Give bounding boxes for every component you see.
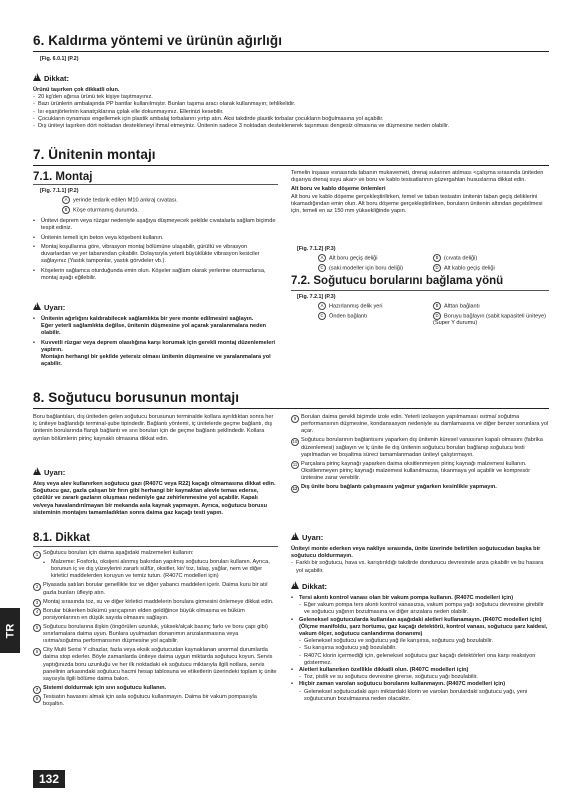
item-text: Soğutucu borularının bağlantısını yaparken dış ünitenin küresel vanasının kapalı olmasını (fabrika düzenlemesi) sağlayın ve iç ünite ile dış ünitenin soğutucu boruları bağlanıp soğutucu testi yapılmadan ve boşaltma süreci tamamlanmadan üniteyi çalıştırmayın. bbox=[301, 437, 543, 458]
legend-text: Boruyu bağlayın (sabit kapasiteli üniteye) (Super Y durumu) bbox=[433, 313, 546, 327]
legend-text: (cıvata deliği) bbox=[444, 255, 478, 262]
warning-title: Uyarı: bbox=[44, 468, 66, 477]
figure-ref: [Fig. 7.1.2] (P.3) bbox=[297, 246, 336, 252]
subsection-8-1-title: 8.1. Dikkat bbox=[33, 532, 90, 544]
numbered-list bbox=[291, 414, 549, 491]
warning-item-text: • Ünitenin ağırlığını kaldırabilecek sağlamlıkta bir yere monte edilmesini sağlayın. bbox=[41, 316, 254, 322]
language-tab-label: TR bbox=[3, 623, 16, 638]
numbered-item bbox=[33, 694, 278, 708]
figure-ref: [Fig. 7.2.1] (P.3) bbox=[297, 294, 336, 300]
caution-sub-item: - Geleneksel soğutucudaki aşırı miktardaki klorin ve varolan borulardaki soğutucu yağı, yeni soğutucunun bozulmasına neden olacaktır. bbox=[299, 688, 528, 702]
legend-marker: B bbox=[62, 206, 70, 214]
subsection-7-1-title: 7.1. Montaj bbox=[33, 171, 93, 183]
item-text: Boruları daima gerekli biçimde izole edin. Yeterli izolasyon yapılmaması ısıtma/ soğutma performansının düşmesine, kondansasyon nedeniyle su damlamasına ve diğer benzer sorunlara yol açar. bbox=[301, 414, 549, 435]
section-8-title: 8. Soğutucu borusunun montajı bbox=[33, 390, 240, 405]
dash-mark: - bbox=[299, 638, 301, 645]
item-text: Sistemi doldurmak için sıvı soğutucu kullanın. bbox=[43, 685, 167, 692]
dash-mark: - bbox=[299, 674, 301, 681]
item-text: Tesisatın havasını almak için asla soğutucu kullanmayın. Daima bir vakum pompasıyla boşaltın. bbox=[43, 694, 257, 708]
legend-text: (saki modeller için boru deliği) bbox=[329, 265, 403, 272]
item-number: 3 bbox=[33, 599, 41, 607]
legend-item bbox=[433, 312, 548, 328]
dash-mark: - bbox=[299, 652, 301, 659]
dash-mark: - bbox=[299, 645, 301, 652]
caution-sub-item: - Geleneksel soğutucu ve soğutucu yağ ile karışırsa, soğutucu yağ bozulabilir. bbox=[299, 638, 494, 645]
caution-title: Dikkat: bbox=[302, 582, 328, 591]
item-number: 6 bbox=[33, 648, 41, 656]
numbered-item bbox=[33, 685, 278, 692]
caution-list bbox=[33, 94, 543, 130]
item-text: City Multi Serisi Y cihazlar, fazla veya eksik soğutucudan kaynaklanan anormal durumlarda daima stop ederler. Böyle zamanlarda üniteye daima uygun miktarda soğutucu koyun. Servis yaptığınızda boru uzunluğu ve her ilk noktadaki ek soğutucu miktarıyla ilgili notlara, servis panelinin arkasındaki soğutucu hacmi hesap tablosuna ve etiketlerin üzerindeki toplam iç ünite sayısıyla ilgili bölüme daima bakın. bbox=[43, 647, 277, 683]
page-number: 132 bbox=[33, 770, 65, 788]
legend-text: Alttan bağlantı bbox=[444, 303, 480, 310]
warning-text: Üniteyi monte ederken veya nakliye sırasında, ünite üzerinde belirtilen soğutucudan başka bir soğutucu doldurmayın. bbox=[291, 546, 541, 560]
legend-item bbox=[318, 254, 433, 263]
warning-triangle-icon bbox=[33, 467, 41, 475]
subsection-divider bbox=[33, 546, 278, 547]
warning-triangle-icon bbox=[33, 73, 41, 81]
numbered-item bbox=[33, 550, 278, 557]
figure-ref: [Fig. 7.1.1] (P.2) bbox=[40, 188, 79, 194]
numbered-item bbox=[33, 559, 278, 581]
item-text: Malzeme: Fosforlu, oksijeni alınmış bakırdan yapılmış soğutucu boruları kullanın. Ayrıca, borunun iç ve dış yüzeylerini zararlı sülfür, oksitler, kir/ toz, talaş, yağlar, nem ve diğer kirletici maddelerden koruyun ve temiz tutun. (R407C modelleri için) bbox=[51, 559, 270, 580]
subsection-divider bbox=[291, 290, 549, 291]
caution-list bbox=[291, 595, 549, 703]
warning-item bbox=[33, 316, 278, 338]
item-number: 9 bbox=[291, 415, 299, 423]
bullet-dot: • bbox=[291, 681, 293, 688]
subsection-7-2-title: 7.2. Soğutucu borularını bağlama yönü bbox=[291, 275, 504, 287]
section-divider bbox=[33, 408, 549, 409]
caution-sub-item: - Toz, pislik ve su soğutucu devresine girerse, soğutucu yağı bozulabilir. bbox=[299, 674, 478, 681]
warning-triangle-icon bbox=[291, 532, 299, 540]
warning-item-cont: Montajın herhangi bir şekilde yetersiz olması ünitenin düşmesine ve yaralanmalara yol açabilir. bbox=[41, 354, 271, 368]
item-text: Montaj sırasında toz, su ve diğer kirletici maddelerin borulara girmesini önlemeye dikkat edin. bbox=[43, 598, 274, 605]
pipe-cable-paragraph: Alt boru ve kablo döşeme gerçekleştirilirken, temel ve taban tesisatın ünitenin taban geçiş deliklerini tıkamadığından emin olun. Alt boru döşeme gerçekleştirilirken, boruların ünitenin altından geçebilmesi için, temeli en az 150 mm yüksekliğinde yapın. bbox=[291, 193, 543, 215]
figure-ref: [Fig. 6.0.1] (P.2) bbox=[40, 56, 79, 62]
caution-item: - 20 kg'den ağırsa ürünü tek kişiye taşıtmayınız. bbox=[33, 94, 543, 101]
warning-list bbox=[33, 316, 278, 369]
caution-points-cont bbox=[291, 414, 549, 493]
section-6-title: 6. Kaldırma yöntemi ve ürünün ağırlığı bbox=[33, 33, 283, 48]
numbered-list bbox=[33, 550, 278, 708]
item-text: Dış ünite boru bağlantı çalışmasını yağmur yağarken kesinlikle yapmayın. bbox=[301, 484, 497, 491]
legend-text: Hazırlanmış delik yeri bbox=[329, 303, 383, 310]
legend-marker: D bbox=[433, 264, 441, 272]
subsection-divider bbox=[33, 184, 278, 185]
warning-title: Uyarı: bbox=[302, 533, 324, 542]
caution-sub-item: - R407C klorin içermediği için, geleneksel soğutucu gaz kaçağı detektörleri ona karşı reaksiyon göstermez. bbox=[299, 652, 536, 666]
caution-item-head: • Hiçbir zaman varolan soğutucu borularını kullanmayın. (R407C modelleri için) bbox=[291, 681, 506, 688]
caution-item: - Bazı ürünlerin ambalajında PP bantlar kullanılmıştır. Bunları taşıma aracı olarak kullanmayın; tehlikelidir. bbox=[33, 101, 543, 108]
figure-legend bbox=[318, 302, 548, 328]
legend-marker: C bbox=[318, 264, 326, 272]
warning-triangle-icon bbox=[291, 581, 299, 589]
numbered-item bbox=[291, 437, 549, 459]
section-divider bbox=[33, 165, 549, 166]
legend-marker: A bbox=[318, 302, 326, 310]
numbered-item bbox=[33, 582, 278, 596]
bullet-list bbox=[33, 218, 278, 282]
foundation-notes bbox=[291, 170, 549, 215]
warning-text: Ateş veya alev kullanırken soğutucu gazı (R407C veya R22) kaçağı olmamasına dikkat edin. Soğutucu gaz, gazla çalışan bir fırın gibi herhangi bir kaynaktan alevle temas ederse, çözülür ve zararlı gazların oluşması nedeniyle gaz zehirlenmesine yol açabilir. Kapalı ve/veya havalandırılmayan bir mekanda asla kaynak yapmayın. Ayrıca, soğutucu borusu sisteminin montajını tamamladıktan sonra daima gaz kaçağı testi yapın. bbox=[33, 481, 276, 516]
legend-item bbox=[433, 264, 548, 273]
item-number: 11 bbox=[292, 462, 298, 468]
warning-title: Uyarı: bbox=[44, 303, 66, 312]
bullet-dot: • bbox=[291, 667, 293, 674]
item-text: Soğutucu borularına ilişkin (öngörülen uzunluk, yüksek/alçak basınç farkı ve boru çapı gibi) sınırlamalara daima uyun. Bunlara uyulmadan donanımın arızalanmasına veya ısıtma/soğutma performansının düşmesine yol açabilir. bbox=[43, 623, 268, 645]
legend-text: Köşe oturmamış durumda. bbox=[73, 207, 139, 214]
item-text: Borular bükerken bükümü yarıçapının elden geldiğince büyük olmasına ve büküm porsiyonlarının en düşük sayıda olmasını sağlayın. bbox=[43, 607, 245, 621]
legend-text: yerinde tedarik edilen M10 ankraj cıvatası. bbox=[73, 197, 178, 204]
warning-box-7 bbox=[33, 297, 278, 371]
item-number: 4 bbox=[33, 608, 41, 616]
bullet-dot: • bbox=[291, 595, 293, 601]
warning-box-8b bbox=[291, 527, 549, 575]
bullet-item: • Ünitevi deprem veya rüzgar nedeniyle aşağıya düşmeyecek şekilde cıvatalarla sağlam biçimde tespit ediniz. bbox=[33, 218, 278, 232]
caution-sub-item: - Eğer vakum pompa ters akıntı kontrol vanasızsa, vakum pompa yağı soğutucu devresine girebilir ve soğutucu yağının bozulmasına ve diğer arızalara neden olabilir. bbox=[299, 602, 544, 616]
bullet-dot: • bbox=[291, 616, 293, 623]
warning-triangle-icon bbox=[33, 302, 41, 310]
item-number: 10 bbox=[292, 438, 298, 444]
numbered-item bbox=[33, 624, 278, 646]
legend-text: Alt kablo geçiş deliği bbox=[444, 265, 495, 272]
item-number: 8 bbox=[33, 695, 41, 703]
legend-item bbox=[433, 302, 548, 311]
caution-item-head: (Ölçme manifoldu, şarz hortumu, gaz kaçağı detektörü, kontrol vanası, soğutucu şarz kaidesi, vakum ölçer, soğutucu canlandırma donanımı) bbox=[299, 623, 548, 638]
item-number: 2 bbox=[33, 583, 41, 591]
item-text: Parçalara pirinç kaynağı yaparken daima oksitlenmeyen pirinç kaynağı malzemesi kullanın. Oksitlenmeyen pirinç kaynağı malzemesi kullanılmazsa, tıkanmaya yol açabilir ve kompresör ünitesine zarar verebilir. bbox=[301, 460, 531, 482]
legend-item bbox=[318, 264, 433, 273]
warning-list bbox=[291, 560, 549, 574]
caution-item-head: • Geleneksel soğutucularda kullanılan aşağıdaki aletleri kullanamayın. (R407C modelleri için) bbox=[291, 616, 542, 623]
caution-item-head: • Tersi akıntı kontrol vanası olan bir vakum pompa kullanın. (R407C modelleri için) bbox=[291, 595, 514, 601]
numbered-item bbox=[33, 599, 278, 606]
numbered-item bbox=[33, 647, 278, 683]
dash-mark: - bbox=[299, 688, 301, 695]
warning-item: - Farklı bir soğutucu, hava vs. karıştırıldığı takdirde dondurucu devresinde anza çıkabilir ve bu hasara yol açabilir. bbox=[291, 560, 549, 574]
legend-item bbox=[433, 254, 548, 263]
numbered-item bbox=[291, 461, 549, 483]
foundation-paragraph: Temelin inşaası esnasında tabanın mukavemeti, drenaj sularının atılması <çalışma sırasında üniteden dışarıya drenaj suyu akar> ve boru ve kablo tesisatlarının güzergahları hususlarına dikkat edin. bbox=[291, 170, 544, 184]
section-7-title: 7. Ünitenin montajı bbox=[33, 147, 156, 162]
caution-item: - Çocukların oynaması engellemek için plastik ambalaj torbalarını yırtıp atın. Aksi takdirde plastik torbalar çocukların boğulmasına yol açabilir. bbox=[33, 116, 543, 123]
warning-item bbox=[33, 340, 278, 369]
section-divider bbox=[33, 51, 549, 52]
numbered-item bbox=[291, 414, 549, 436]
bullet-item: • Köşelerin sağlamca oturduğunda emin olun. Köşeler sağlam olarak yerlerine oturmazlarsa, montaj ayağı eğilebilir. bbox=[33, 268, 278, 282]
piping-intro: Boru bağlantıları, dış üniteden gelen soğutucu borusunun terminalde kollara ayrıldıktan sonra her iç üniteye bağlandığı terminal-şube tipindedir. Bağlantı yöntemi, iç ünitelerde geçme bağlantı, dış ünitenin borularında flanşlı bağlantı ve sıvı boruları için de geçme bağlantı şeklindedir. Kollara ayrılan bölümlerin pirinç kaynaklı olmasına dikkat edin. bbox=[33, 414, 274, 442]
pipe-cable-heading: Alt boru ve kablo döşeme önlemleri bbox=[291, 186, 386, 193]
legend-item bbox=[62, 206, 277, 215]
numbered-item bbox=[291, 484, 549, 491]
caution-title: Dikkat: bbox=[44, 74, 70, 83]
numbered-item bbox=[33, 608, 278, 622]
bullet-dot: • bbox=[43, 559, 45, 566]
item-number: 1 bbox=[33, 551, 41, 559]
warning-item-cont: Eğer yeterli sağlamlıkta değilse, ünitenin düşmesine yol açarak yaralanmalara neden olabilir. bbox=[41, 323, 267, 337]
warning-item-text: • Kuvvetli rüzgar veya deprem olasılığına karşı korumak için gerekli montaj düzenlemeleri yaptırın. bbox=[41, 339, 276, 353]
bullet-item: • Montaj koşullarına göre, vibrasyon montaj bölümüne ulaşabilir, gürültü ve vibrasyon duvarlardan ve yer tabanından çıkabilir. Dolayısıyla yeterli büyüklükte vibrasyon kesiciler sağlayınız (Yastık tamponlar, yastık görvdeler vb.). bbox=[33, 244, 278, 266]
item-number: 7 bbox=[33, 686, 41, 694]
dash-mark: - bbox=[299, 602, 301, 609]
legend-marker: A bbox=[62, 196, 70, 204]
figure-legend bbox=[318, 254, 548, 272]
caution-item: - Isı eşanjörlerinin kanatçıklarına çplak elle dokunmayınız. Ellerinizi kesebilir. bbox=[33, 109, 543, 116]
legend-text: Önden bağlantı bbox=[329, 313, 368, 320]
caution-lead: Ürünü taşırken çok dikkatli olun. bbox=[33, 87, 120, 93]
figure-legend bbox=[62, 196, 277, 214]
legend-marker: A bbox=[318, 254, 326, 262]
caution-item: - Dış üniteyi taşırken dört noktadan destekleneyi ihmal etmeyiniz. Ünitenin sadece 3 noktadan desteklenerek taşınması dengesiz olmasına ve düşmesine neden olabilir. bbox=[33, 123, 543, 130]
legend-marker: B bbox=[433, 302, 441, 310]
item-number: 5 bbox=[33, 624, 41, 632]
legend-item bbox=[318, 312, 433, 328]
caution-sub-item: - Su karışırsa soğutucu yağ bozulabilir. bbox=[299, 645, 397, 652]
caution-box-6 bbox=[33, 68, 543, 130]
mounting-notes bbox=[33, 218, 278, 284]
legend-item bbox=[62, 196, 277, 205]
item-text: Piyasada satılan borular genellikle toz ve diğer yabancı maddeleri içerir. Daima kuru bir atıl gazla bunları üfleyip atın. bbox=[43, 582, 268, 596]
caution-item-head: • Aletleri kullanırken özellikle dikkatli olun. (R407C modelleri için) bbox=[291, 667, 469, 674]
caution-box-8 bbox=[291, 576, 549, 703]
item-text: Soğutucu boruları için daima aşağıdaki malzemeleri kullanın: bbox=[43, 550, 194, 556]
legend-text: Alt boru geçiş deliği bbox=[329, 255, 378, 262]
item-number: 12 bbox=[292, 485, 298, 491]
language-tab bbox=[0, 608, 20, 653]
bullet-item: • Ünitenin temeli için beton veya köşebent kullanın. bbox=[33, 235, 278, 242]
warning-box-8 bbox=[33, 462, 278, 517]
legend-marker: C bbox=[318, 312, 326, 320]
legend-marker: D bbox=[433, 312, 441, 320]
legend-item bbox=[318, 302, 433, 311]
caution-points bbox=[33, 550, 278, 710]
legend-marker: B bbox=[433, 254, 441, 262]
